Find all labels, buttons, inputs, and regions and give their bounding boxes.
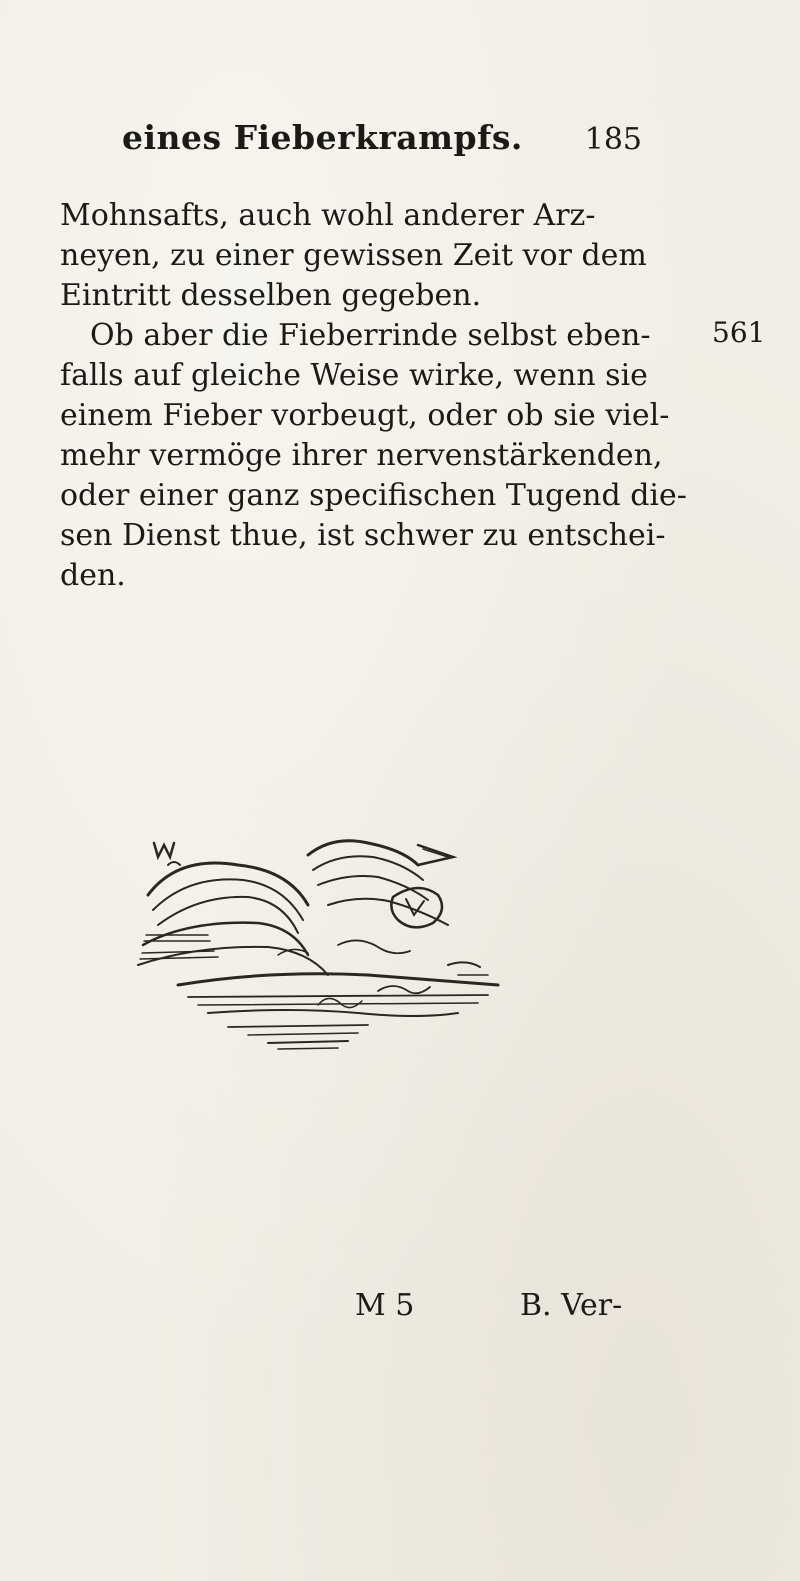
- text-line: oder einer ganz specifischen Tugend die-: [60, 478, 687, 513]
- text-line: einem Fieber vorbeugt, oder ob sie viel-: [60, 398, 670, 433]
- page-footer: [355, 1288, 755, 1338]
- engraved-vignette-icon: [118, 835, 518, 1055]
- running-head: eines Fieberkrampfs.: [122, 118, 523, 157]
- text-line: sen Dienst thue, ist schwer zu entschei-: [60, 518, 666, 553]
- margin-note: 561: [712, 316, 766, 349]
- page-number: 185: [584, 122, 642, 157]
- text-line: Mohnsafts, auch wohl anderer Arz-: [60, 198, 596, 233]
- body-text: [60, 196, 687, 596]
- text-line: neyen, zu einer gewissen Zeit vor dem: [60, 238, 647, 273]
- page-header: [122, 118, 642, 162]
- text-line: Ob aber die Fieberrinde selbst eben-: [90, 318, 651, 353]
- text-line: den.: [60, 558, 126, 593]
- text-line: mehr vermöge ihrer nervenstärkenden,: [60, 438, 663, 473]
- signature-mark: M 5: [355, 1288, 415, 1323]
- text-line: Eintritt desselben gegeben.: [60, 278, 482, 313]
- catchword: B. Ver-: [520, 1288, 623, 1323]
- text-line: falls auf gleiche Weise wirke, wenn sie: [60, 358, 648, 393]
